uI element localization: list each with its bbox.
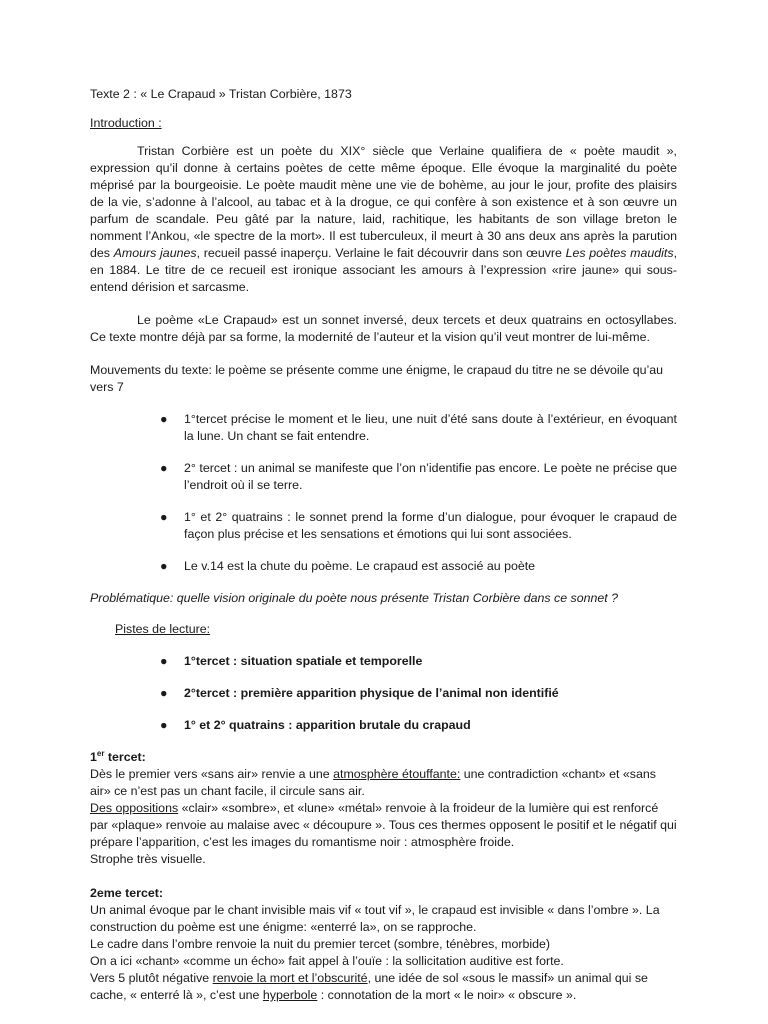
tercet1-heading-num: 1: [90, 750, 97, 764]
tercet1-l1-underlined: atmosphère étouffante:: [333, 767, 461, 781]
tercet1-l2-underlined: Des oppositions: [90, 801, 179, 815]
movement-item-text: 2° tercet : un animal se manifeste que l’on n’identifie pas encore. Le poète ne précise que l’endroit où il se terre.: [184, 461, 677, 492]
movements-intro: Mouvements du texte: le poème se présente comme une énigme, le crapaud du titre ne se dévoile qu’au vers 7: [90, 363, 664, 394]
tercet2-l4-underlined: renvoie la mort et l’obscurité: [212, 971, 368, 985]
piste-item-text: 2°tercet : première apparition physique de l’animal non identifié: [184, 686, 559, 700]
tercet1-line-1: [90, 766, 677, 800]
piste-item: [90, 653, 677, 670]
problematique: Problématique: quelle vision originale du poète nous présente Tristan Corbière dans ce sonnet ?: [90, 591, 619, 605]
introduction-heading: Introduction :: [90, 116, 162, 130]
movement-item: [90, 411, 677, 445]
document-title: Texte 2 : « Le Crapaud » Tristan Corbière, 1873: [90, 87, 352, 101]
bullet-icon: ●: [160, 559, 168, 573]
bullet-icon: ●: [160, 510, 168, 524]
bullet-icon: ●: [160, 718, 168, 732]
tercet1-l1-text-a: Dès le premier vers «sans air» renvie a une: [90, 767, 334, 781]
tercet1-heading-sup: er: [96, 748, 105, 758]
piste-item-text: 1°tercet : situation spatiale et temporelle: [184, 654, 423, 668]
tercet2-heading: 2eme tercet:: [90, 886, 164, 900]
piste-item-text: 1° et 2° quatrains : apparition brutale du crapaud: [184, 718, 471, 732]
tercet2-l4-text-a: Vers 5 plutôt négative: [90, 971, 213, 985]
bullet-icon: ●: [160, 412, 168, 426]
document-page: [90, 86, 677, 1004]
intro-p1-text-a: Tristan Corbière est un poète du XIX° siècle que Verlaine qualifiera de « poète maudit », expression qu’il donne à certains poètes de cette même époque. Elle évoque la marginalité du poète méprisé par la bourgeoisie. Le poète maudit mène une vie de bohème, au jour le jour, profite des plaisirs de la vie, s’adonne à l’alcool, au tabac et à la drogue, ce qui confère à son existence et à son œuvre un parfum de scandale. Peu gâté par la nature, laid, rachitique, les habitants de son village breton le nomment l’Ankou, «le spectre de la mort». Il est tuberculeux, il meurt à 30 ans deux ans après la parution des: [90, 144, 677, 260]
piste-item: [90, 685, 677, 702]
tercet2-l4-text-b: , une idée de sol «sous le massif» un animal qui se cache, « enterré là », c’est une: [90, 971, 648, 1002]
tercet2-line-3: On a ici «chant» «comme un écho» fait appel à l’ouïe : la sollicitation auditive est forte.: [90, 954, 564, 968]
tercet2-line-4: [90, 970, 677, 1004]
movements-list: [90, 411, 677, 575]
bullet-icon: ●: [160, 686, 168, 700]
pistes-list: [90, 653, 677, 734]
piste-item: [90, 717, 677, 734]
movement-item-text: 1° et 2° quatrains : le sonnet prend la forme d’un dialogue, pour évoquer le crapaud de façon plus précise et les sensations et émotions qui lui sont associées.: [184, 510, 677, 541]
intro-p1-text-b: , recueil passé inaperçu. Verlaine le fait découvrir dans son œuvre: [196, 246, 566, 260]
section-gap: [90, 868, 677, 885]
tercet2-line-2: Le cadre dans l’ombre renvoie la nuit du premier tercet (sombre, ténèbres, morbide): [90, 937, 551, 951]
intro-paragraph-1: [90, 143, 677, 296]
tercet1-line-3: Strophe très visuelle.: [90, 852, 206, 866]
tercet1-l2-text: «clair» «sombre», et «lune» «métal» renvoie à la froideur de la lumière qui est renforcé par «plaque» renvoie au malaise avec « découpure ». Tous ces thermes opposent le positif et le négatif qui prépare l’apparition, c’est les images du romantisme noir : atmosphère froide.: [90, 801, 677, 849]
tercet1-heading-rest: tercet:: [104, 750, 146, 764]
movement-item-text: 1°tercet précise le moment et le lieu, une nuit d’été sans doute à l’extérieur, en évoquant la lune. Un chant se fait entendre.: [184, 412, 677, 443]
intro-p1-italic-title-2: Les poètes maudits: [565, 246, 674, 260]
pistes-heading: Pistes de lecture:: [115, 622, 211, 636]
tercet2-l4-underlined-2: hyperbole: [262, 988, 318, 1002]
bullet-icon: ●: [160, 461, 168, 475]
movement-item: [90, 558, 677, 575]
movement-item: [90, 509, 677, 543]
movement-item-text: Le v.14 est la chute du poème. Le crapaud est associé au poète: [184, 559, 536, 573]
tercet2-l4-text-c: : connotation de la mort « le noir» « obscure ».: [317, 988, 577, 1002]
tercet1-line-2: [90, 800, 677, 851]
intro-paragraph-2: Le poème «Le Crapaud» est un sonnet inversé, deux tercets et deux quatrains en octosyllabes. Ce texte montre déjà par sa forme, la modernité de l’auteur et la vision qu’il veut montrer de lui-même.: [90, 313, 677, 344]
tercet1-l1-text-b: une contradiction «chant» et «sans air» ce n’est pas un chant facile, il circule sans air.: [90, 767, 656, 798]
intro-p1-text-c: , en 1884. Le titre de ce recueil est ironique associant les amours à l’expression «rire jaune» qui sous-entend dérision et sarcasme.: [90, 246, 678, 294]
movement-item: [90, 460, 677, 494]
tercet1-heading: [90, 749, 677, 766]
bullet-icon: ●: [160, 654, 168, 668]
tercet2-line-1: Un animal évoque par le chant invisible mais vif « tout vif », le crapaud est invisible « dans l’ombre ». La construction du poème est une énigme: «enterré la», on se rapproche.: [90, 903, 660, 934]
intro-p1-italic-title-1: Amours jaunes: [113, 246, 197, 260]
